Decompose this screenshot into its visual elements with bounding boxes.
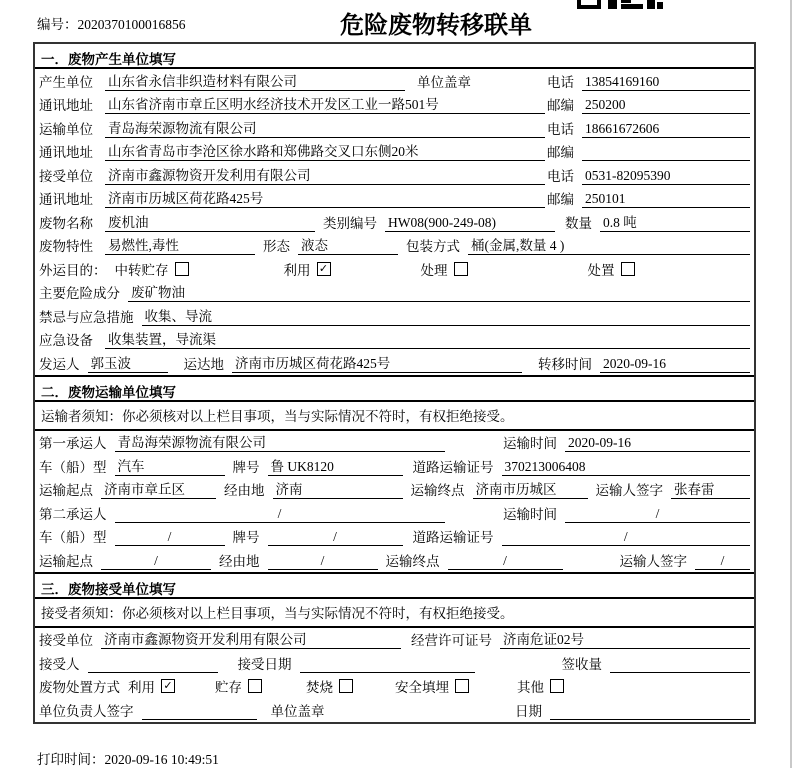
qr-code-fragment-icon: [577, 0, 663, 9]
zip-label: 邮编: [547, 145, 574, 160]
doc-number-value: 2020370100016856: [77, 17, 186, 32]
print-time: [37, 748, 219, 768]
receiving-unit-value: 济南市鑫源物资开发利用有限公司: [101, 628, 401, 649]
package-value: 桶(金属,数量 4 ): [468, 234, 750, 255]
print-time-label: 打印时间：: [37, 752, 105, 767]
row-receiver: [35, 651, 754, 675]
purpose-option-transfer-storage: [115, 259, 189, 279]
section3-header: 三．废物接受单位填写: [35, 572, 754, 599]
form-value: 液态: [298, 234, 398, 255]
transport-unit-label: 运输单位: [39, 121, 93, 137]
disposal-label: 废物处置方式: [39, 680, 120, 695]
road-permit-value: 370213006408: [502, 459, 751, 476]
signed-qty-value: [610, 672, 750, 673]
row-first-carrier: [35, 431, 754, 455]
receiver-value: [88, 672, 218, 673]
receive-address-value: 济南市历城区荷花路425号: [105, 187, 545, 208]
option-label: 利用: [283, 262, 311, 278]
section2-header: 二．废物运输单位填写: [35, 375, 754, 402]
row-emergency-equipment: [35, 328, 754, 352]
carrier-sign-label: 运输人签字: [595, 483, 663, 498]
checkbox-unchecked-icon: [621, 262, 635, 276]
row-waste-trait: [35, 234, 754, 258]
page-title: 危险废物转移联单: [340, 12, 532, 39]
endpoint-value: 济南市历城区: [473, 478, 588, 499]
origin2-value: /: [101, 553, 211, 570]
waste-name-value: 废机油: [105, 211, 315, 232]
second-carrier-label: 第二承运人: [39, 506, 107, 522]
transport-time2-value: /: [565, 506, 750, 523]
origin-label: 运输起点: [39, 553, 93, 569]
hazard-value: 废矿物油: [128, 281, 750, 302]
phone-label: 电话: [547, 168, 574, 184]
disposal-option-utilize: [128, 676, 175, 696]
row-route-1: [35, 478, 754, 502]
vehicle-type-label: 车（船）型: [39, 530, 107, 545]
option-label: 安全填埋: [395, 680, 449, 695]
checkbox-unchecked-icon: [248, 679, 262, 693]
row-transfer-purpose: [35, 257, 754, 281]
address-label: 通讯地址: [39, 98, 93, 113]
disposal-option-incinerate: [306, 676, 353, 696]
road-permit-label: 道路运输证号: [412, 530, 494, 545]
checkbox-unchecked-icon: [455, 679, 469, 693]
shipper-label: 发运人: [39, 356, 80, 372]
date-label: 日期: [515, 703, 542, 719]
leader-sign-value: [142, 719, 257, 720]
transport-phone-value: 18661672606: [582, 121, 750, 138]
form-label: 形态: [263, 239, 290, 254]
via2-value: /: [268, 553, 378, 570]
plate2-value: /: [268, 529, 403, 546]
purpose-option-treat: [421, 259, 468, 279]
phone-label: 电话: [547, 121, 574, 137]
checkbox-unchecked-icon: [550, 679, 564, 693]
leader-sign-label: 单位负责人签字: [39, 703, 134, 719]
first-carrier-label: 第一承运人: [39, 436, 107, 451]
row-waste-name: [35, 210, 754, 234]
vehicle-type-value: 汽车: [115, 455, 225, 476]
destination-value: 济南市历城区荷花路425号: [232, 352, 522, 373]
carrier-sign-value: 张春雷: [671, 478, 750, 499]
quantity-value: 0.8 吨: [600, 211, 750, 232]
transport-time-label: 运输时间: [503, 506, 557, 522]
origin-label: 运输起点: [39, 483, 93, 498]
doc-number-label: 编号：: [37, 17, 78, 32]
option-label: 处置: [587, 262, 615, 278]
zip-label: 邮编: [547, 192, 574, 207]
shipper-value: 郭玉波: [88, 352, 168, 373]
receive-date-label: 接受日期: [237, 656, 292, 672]
row-taboo-measures: [35, 304, 754, 328]
receiver-label: 接受人: [39, 656, 80, 672]
row-vehicle-2: [35, 525, 754, 549]
road-permit2-value: /: [502, 529, 751, 546]
produce-zip-value: 250200: [582, 97, 750, 114]
purpose-option-dispose: [588, 259, 635, 279]
manifest-table: [33, 42, 756, 724]
purpose-option-utilize: [284, 259, 331, 279]
purpose-label: 外运目的：: [39, 262, 107, 278]
transporter-notice: 运输者须知：你必须核对以上栏目事项，当与实际情况不符时，有权拒绝接受。: [35, 402, 754, 431]
address-label: 通讯地址: [39, 192, 93, 207]
option-label: 焚烧: [306, 680, 333, 695]
plate-label: 牌号: [232, 459, 260, 475]
first-carrier-value: 青岛海荣源物流有限公司: [115, 431, 445, 452]
row-transport-unit: [35, 116, 754, 140]
origin-value: 济南市章丘区: [101, 478, 216, 499]
row-receiving-unit: [35, 628, 754, 652]
disposal-option-storage: [215, 676, 262, 696]
transport-address-value: 山东省青岛市李沧区徐水路和郑佛路交叉口东侧20米: [105, 140, 545, 161]
row-receive-unit: [35, 163, 754, 187]
checkbox-checked-icon: ✓: [161, 679, 175, 693]
option-label: 利用: [128, 680, 155, 695]
endpoint2-value: /: [448, 553, 563, 570]
trait-value: 易燃性,毒性: [105, 234, 255, 255]
endpoint-label: 运输终点: [385, 553, 440, 569]
row-route-2: [35, 548, 754, 572]
waste-name-label: 废物名称: [39, 215, 93, 231]
produce-unit-value: 山东省永信非织造材料有限公司: [105, 70, 405, 91]
checkbox-unchecked-icon: [339, 679, 353, 693]
receive-phone-value: 0531-82095390: [582, 168, 750, 185]
transport-zip-value: [582, 160, 750, 161]
taboo-label: 禁忌与应急措施: [39, 309, 134, 325]
row-leader-sign: [35, 698, 754, 722]
disposal-option-landfill: [395, 676, 469, 696]
page-edge-divider: [790, 0, 792, 768]
row-produce-address: [35, 93, 754, 117]
trait-label: 废物特性: [39, 239, 93, 254]
option-label: 其他: [517, 680, 544, 695]
carrier-sign-label: 运输人签字: [619, 553, 687, 569]
receiving-unit-label: 接受单位: [39, 633, 93, 648]
row-produce-unit: [35, 69, 754, 93]
receive-date-value: [300, 672, 475, 673]
row-shipper: [35, 351, 754, 375]
print-time-value: 2020-09-16 10:49:51: [104, 752, 219, 767]
option-label: 贮存: [215, 680, 242, 695]
second-carrier-value: /: [115, 506, 445, 523]
via-label: 经由地: [219, 553, 260, 569]
produce-address-value: 山东省济南市章丘区明水经济技术开发区工业一路501号: [105, 93, 545, 114]
option-label: 处理: [420, 262, 448, 278]
vehicle-type2-value: /: [115, 529, 225, 546]
package-label: 包装方式: [406, 239, 460, 254]
row-vehicle-1: [35, 454, 754, 478]
receiver-notice: 接受者须知：你必须核对以上栏目事项，当与实际情况不符时，有权拒绝接受。: [35, 599, 754, 628]
row-disposal-method: [35, 675, 754, 699]
receive-zip-value: 250101: [582, 191, 750, 208]
destination-label: 运达地: [183, 356, 224, 372]
disposal-option-other: [517, 676, 564, 696]
row-main-hazard: [35, 281, 754, 305]
transport-time-label: 运输时间: [503, 436, 557, 451]
zip-label: 邮编: [547, 98, 574, 113]
checkbox-unchecked-icon: [175, 262, 189, 276]
section1-header: 一．废物产生单位填写: [35, 44, 754, 69]
transfer-time-label: 转移时间: [538, 356, 592, 372]
endpoint-label: 运输终点: [410, 483, 465, 498]
receive-unit-value: 济南市鑫源物资开发利用有限公司: [105, 164, 545, 185]
row-second-carrier: [35, 501, 754, 525]
checkbox-unchecked-icon: [454, 262, 468, 276]
equipment-label: 应急设备: [39, 333, 93, 348]
via-label: 经由地: [224, 483, 265, 498]
road-permit-label: 道路运输证号: [412, 459, 494, 475]
address-label: 通讯地址: [39, 145, 93, 160]
hazard-label: 主要危险成分: [39, 286, 120, 301]
row-receive-address: [35, 187, 754, 211]
license-label: 经营许可证号: [411, 633, 492, 648]
produce-unit-label: 产生单位: [39, 74, 93, 90]
equipment-value: 收集装置，导流渠: [105, 328, 750, 349]
row-transport-address: [35, 140, 754, 164]
unit-seal-label: 单位盖章: [270, 703, 325, 719]
signed-qty-label: 签收量: [561, 656, 602, 672]
taboo-value: 收集、导流: [142, 305, 751, 326]
option-label: 中转贮存: [114, 262, 169, 278]
plate-label: 牌号: [232, 530, 260, 545]
category-value: HW08(900-249-08): [385, 215, 555, 232]
transfer-time-value: 2020-09-16: [600, 356, 750, 373]
transport-time-value: 2020-09-16: [565, 435, 750, 452]
phone-label: 电话: [547, 74, 574, 90]
produce-phone-value: 13854169160: [582, 74, 750, 91]
license-value: 济南危证02号: [500, 628, 750, 649]
transport-unit-value: 青岛海荣源物流有限公司: [105, 117, 545, 138]
quantity-label: 数量: [565, 215, 592, 231]
via-value: 济南: [273, 478, 403, 499]
category-label: 类别编号: [323, 215, 377, 231]
vehicle-type-label: 车（船）型: [39, 459, 107, 475]
receive-unit-label: 接受单位: [39, 168, 93, 184]
checkbox-checked-icon: ✓: [317, 262, 331, 276]
unit-seal-label: 单位盖章: [417, 74, 471, 90]
date-value: [550, 719, 750, 720]
carrier-sign2-value: /: [695, 553, 750, 570]
plate-value: 鲁 UK8120: [268, 455, 403, 476]
